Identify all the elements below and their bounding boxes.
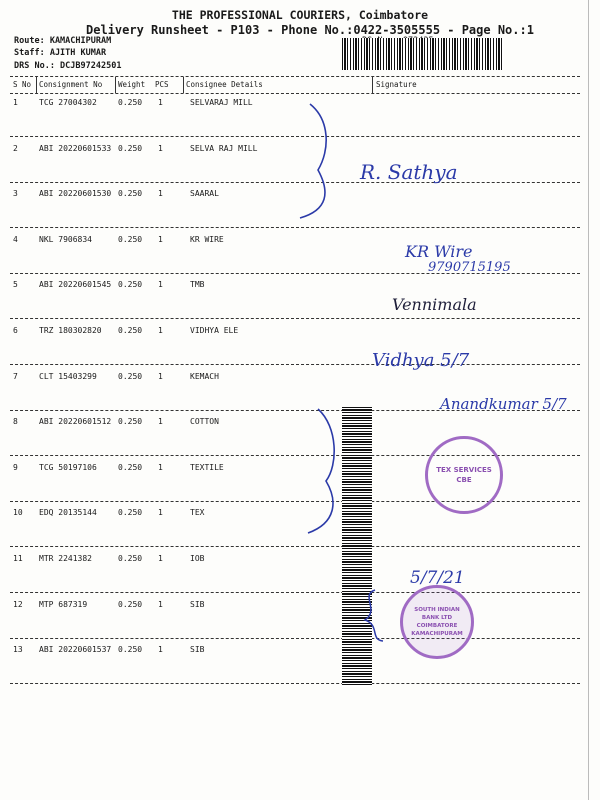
row-pcs: 1	[158, 235, 163, 244]
row-sno: 13	[13, 645, 23, 654]
col-divider	[36, 77, 37, 93]
row-consignee: SELVARAJ MILL	[190, 98, 253, 107]
col-header-consignee: Consignee Details	[186, 80, 263, 89]
row-sno: 8	[13, 417, 18, 426]
row-weight: 0.250	[118, 372, 143, 381]
row-separator	[10, 318, 580, 319]
row-pcs: 1	[158, 372, 163, 381]
signature-row6: Vidhya 5/7	[372, 350, 470, 371]
col-divider	[115, 77, 116, 93]
row-consignee: KR WIRE	[190, 235, 224, 244]
row-consignee: SAARAL	[190, 189, 219, 198]
row-consignment-no: ABI 20220601545	[39, 280, 112, 289]
col-divider	[372, 77, 373, 93]
row-consignment-no: NKL 7906834	[39, 235, 92, 244]
phone-row4: 9790715195	[428, 260, 511, 275]
table-top-rule	[10, 76, 580, 77]
signature-row3: R. Sathya	[360, 160, 458, 184]
row-weight: 0.250	[118, 645, 143, 654]
row-weight: 0.250	[118, 280, 143, 289]
row-pcs: 1	[158, 280, 163, 289]
row-sno: 11	[13, 554, 23, 563]
row-weight: 0.250	[118, 98, 143, 107]
row-consignee: COTTON	[190, 417, 219, 426]
row-pcs: 1	[158, 508, 163, 517]
col-header-pcs: PCS	[155, 80, 169, 89]
row-consignment-no: ABI 20220601533	[39, 144, 112, 153]
route-label: Route: KAMACHIPURAM	[14, 36, 112, 46]
row-weight: 0.250	[118, 235, 143, 244]
row-weight: 0.250	[118, 144, 143, 153]
signature-row5: Vennimala	[392, 295, 477, 314]
signature-row4: KR Wire	[405, 242, 473, 261]
row-sno: 3	[13, 189, 18, 198]
runsheet-title: Delivery Runsheet - P103 - Phone No.:0422-3505555 - Page No.:1	[86, 23, 534, 37]
row-pcs: 1	[158, 554, 163, 563]
row-weight: 0.250	[118, 508, 143, 517]
row-consignment-no: ABI 20220601537	[39, 645, 112, 654]
row-sno: 6	[13, 326, 18, 335]
row-weight: 0.250	[118, 326, 143, 335]
row-weight: 0.250	[118, 189, 143, 198]
row-separator	[10, 592, 580, 593]
row-consignment-no: ABI 20220601530	[39, 189, 112, 198]
row-consignment-no: TCG 27004302	[39, 98, 97, 107]
row-sno: 1	[13, 98, 18, 107]
row-weight: 0.250	[118, 417, 143, 426]
brace-mark	[300, 405, 345, 540]
row-weight: 0.250	[118, 463, 143, 472]
signature-row11: 5/7/21	[410, 568, 465, 588]
company-title: THE PROFESSIONAL COURIERS, Coimbatore	[171, 8, 429, 22]
row-consignee: TEX	[190, 508, 205, 517]
row-sno: 9	[13, 463, 18, 472]
row-consignee: SELVA RAJ MILL	[190, 144, 258, 153]
row-consignee: TEXTILE	[190, 463, 224, 472]
signature-row7: Anandkumar 5/7	[440, 395, 567, 413]
row-sno: 5	[13, 280, 18, 289]
drs-number: DRS No.: DCJB97242501	[14, 61, 122, 71]
row-pcs: 1	[158, 326, 163, 335]
row-separator	[10, 683, 580, 684]
col-header-consignment: Consignment No	[39, 80, 103, 89]
table-header-rule	[10, 93, 580, 94]
tex-services-stamp: TEX SERVICES CBE	[425, 436, 503, 514]
col-divider	[183, 77, 184, 93]
row-consignment-no: MTP 687319	[39, 600, 88, 609]
row-pcs: 1	[158, 189, 163, 198]
row-separator	[10, 501, 580, 502]
col-header-weight: Weight	[118, 80, 146, 89]
scribble-mark	[355, 585, 390, 645]
row-pcs: 1	[158, 98, 163, 107]
row-weight: 0.250	[118, 600, 143, 609]
page-fold-line	[588, 0, 589, 800]
row-separator	[10, 364, 580, 365]
row-consignment-no: MTR 2241382	[39, 554, 92, 563]
row-pcs: 1	[158, 463, 163, 472]
barcode	[342, 38, 504, 70]
side-barcode	[342, 407, 372, 687]
row-weight: 0.250	[118, 554, 143, 563]
row-consignee: IOB	[190, 554, 205, 563]
row-sno: 7	[13, 372, 18, 381]
row-sno: 4	[13, 235, 18, 244]
row-sno: 2	[13, 144, 18, 153]
row-consignment-no: TRZ 180302820	[39, 326, 102, 335]
bank-stamp: SOUTH INDIAN BANK LTD COIMBATORE KAMACHIPURAM	[400, 585, 474, 659]
row-pcs: 1	[158, 645, 163, 654]
staff-label: Staff: AJITH KUMAR	[14, 48, 107, 58]
row-separator	[10, 546, 580, 547]
row-consignment-no: TCG 50197106	[39, 463, 97, 472]
row-consignment-no: EDQ 20135144	[39, 508, 97, 517]
row-consignee: KEMACH	[190, 372, 219, 381]
col-header-signature: Signature	[376, 80, 417, 89]
brace-mark	[290, 100, 340, 225]
row-pcs: 1	[158, 600, 163, 609]
row-consignee: SIB	[190, 600, 205, 609]
row-separator	[10, 227, 580, 228]
row-consignment-no: CLT 15403299	[39, 372, 97, 381]
row-consignee: VIDHYA ELE	[190, 326, 239, 335]
row-consignment-no: ABI 20220601512	[39, 417, 112, 426]
row-consignee: SIB	[190, 645, 205, 654]
row-sno: 10	[13, 508, 23, 517]
row-separator	[10, 638, 580, 639]
row-pcs: 1	[158, 144, 163, 153]
col-header-sno: S No	[13, 80, 32, 89]
row-sno: 12	[13, 600, 23, 609]
row-consignee: TMB	[190, 280, 205, 289]
row-pcs: 1	[158, 417, 163, 426]
